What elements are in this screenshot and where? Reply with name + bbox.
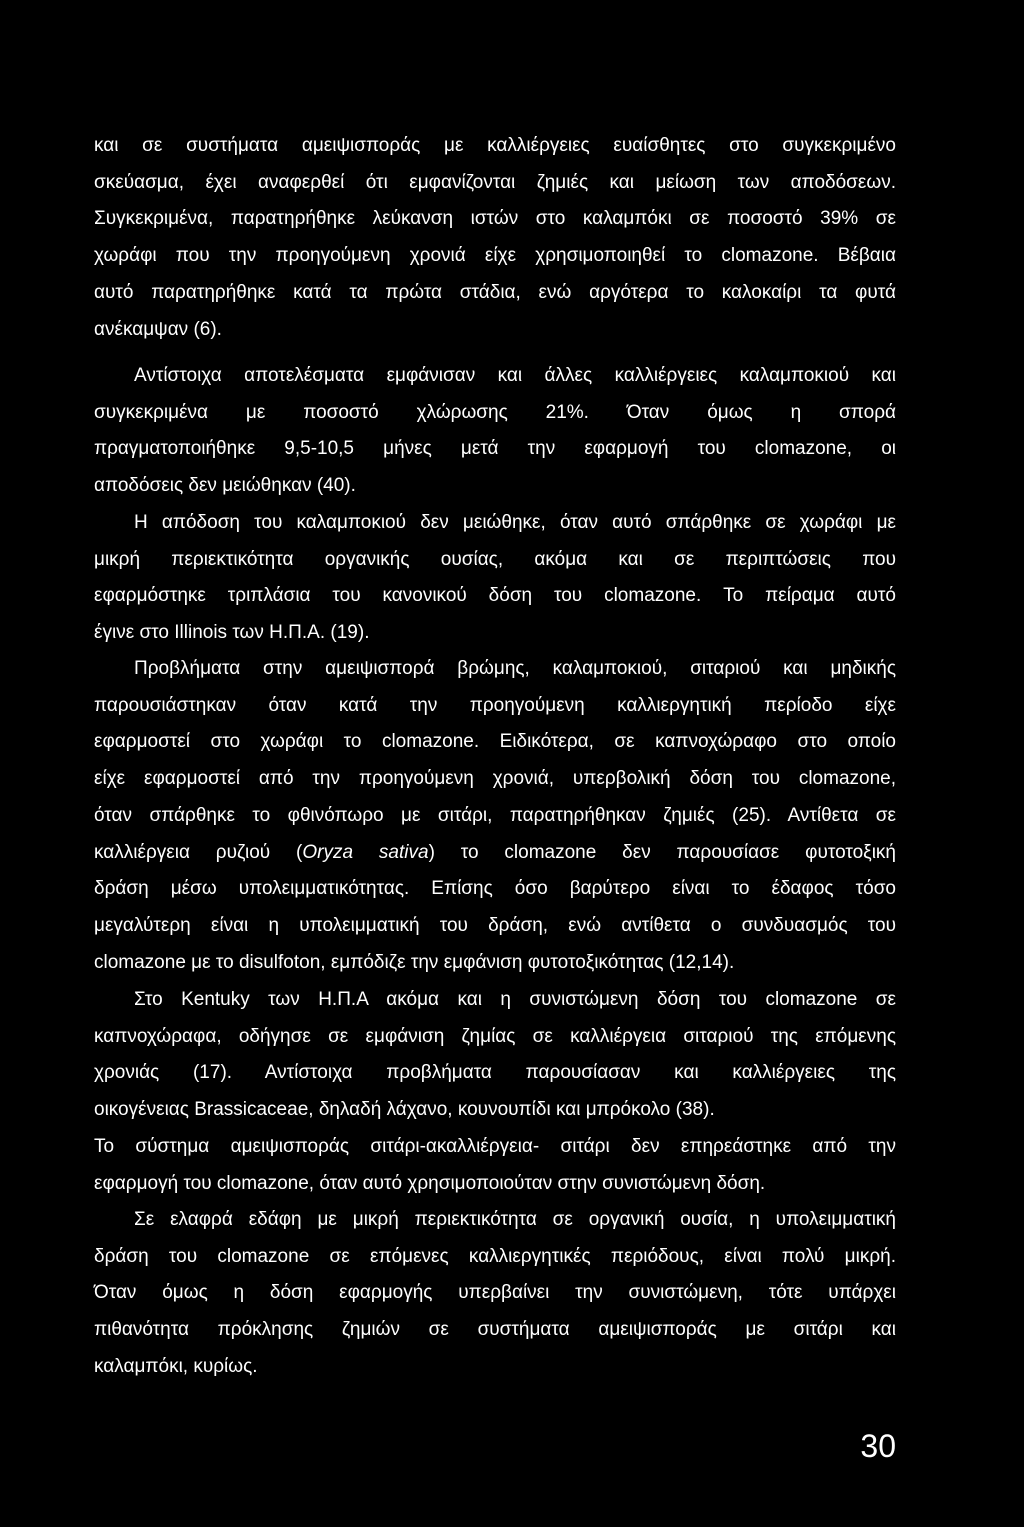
text-line: Η απόδοση του καλαμποκιού δεν μειώθηκε, όταν αυτό σπάρθηκε σε χωράφι με: [134, 512, 896, 533]
text-line: μικρή περιεκτικότητα οργανικής ουσίας, ακόμα και σε περιπτώσεις που: [94, 548, 896, 570]
text-line: δράση μέσω υπολειμματικότητας. Επίσης όσο βαρύτερο είναι το έδαφος τόσο: [94, 878, 896, 900]
text-line: Το σύστημα αμειψισποράς σιτάρι-ακαλλιέργεια- σιτάρι δεν επηρεάστηκε από την: [94, 1136, 896, 1157]
paragraph-1: [94, 128, 896, 348]
text-line: Αντίστοιχα αποτελέσματα εμφάνισαν και άλλες καλλιέργειες καλαμποκιού και: [134, 365, 896, 386]
paragraph-3: [94, 505, 896, 652]
text-line: συγκεκριμένα με ποσοστό χλώρωσης 21%. Όταν όμως η σπορά: [94, 401, 896, 423]
text-line: καλαμπόκι, κυρίως.: [94, 1355, 258, 1377]
paragraph-7: [94, 1202, 896, 1386]
text-line: εφαρμόστηκε τριπλάσια του κανονικού δόση του clomazone. Το πείραμα αυτό: [94, 585, 896, 607]
text-line: εφαρμοστεί στο χωράφι το clomazone. Ειδικότερα, σε καπνοχώραφο στο οποίο: [94, 731, 896, 753]
text-line: και σε συστήματα αμειψισποράς με καλλιέργειες ευαίσθητες στο συγκεκριμένο: [94, 135, 896, 156]
text-line: ανέκαμψαν (6).: [94, 318, 222, 340]
text-line: έγινε στο Illinois των Η.Π.Α. (19).: [94, 622, 370, 644]
text-line: οικογένειας Brassicaceae, δηλαδή λάχανο, κουνουπίδι και μπρόκολο (38).: [94, 1099, 715, 1121]
paragraph-6: [94, 1129, 896, 1202]
paragraph-5: [94, 982, 896, 1129]
text-line: είχε εφαρμοστεί από την προηγούμενη χρονιά, υπερβολική δόση του clomazone,: [94, 768, 896, 790]
text-line: πιθανότητα πρόκλησης ζημιών σε συστήματα αμειψισποράς με σιτάρι και: [94, 1319, 896, 1341]
text-line: Όταν όμως η δόση εφαρμογής υπερβαίνει την συνιστώμενη, τότε υπάρχει: [94, 1282, 896, 1304]
text-line: clomazone με το disulfoton, εμπόδιζε την εμφάνιση φυτοτοξικότητας (12,14).: [94, 951, 735, 973]
text-line: Προβλήματα στην αμειψισπορά βρώμης, καλαμποκιού, σιταριού και μηδικής: [134, 658, 896, 679]
text-line: όταν σπάρθηκε το φθινόπωρο με σιτάρι, παρατηρήθηκαν ζημιές (25). Αντίθετα σε: [94, 804, 896, 826]
text-line: εφαρμογή του clomazone, όταν αυτό χρησιμοποιούταν στην συνιστώμενη δόση.: [94, 1172, 766, 1194]
text-line-rice: [94, 835, 896, 872]
text-line: χρονιάς (17). Αντίστοιχα προβλήματα παρουσίασαν και καλλιέργειες της: [94, 1062, 896, 1084]
text-line: παρουσιάστηκαν όταν κατά την προηγούμενη καλλιεργητική περίοδο είχε: [94, 694, 896, 716]
text-line: Συγκεκριμένα, παρατηρήθηκε λεύκανση ιστών στο καλαμπόκι σε ποσοστό 39% σε: [94, 208, 896, 230]
text-line: δράση του clomazone σε επόμενες καλλιεργητικές περιόδους, είναι πολύ μικρή.: [94, 1245, 896, 1267]
paragraph-2: [94, 358, 896, 505]
text-line: μεγαλύτερη είναι η υπολειμματική του δράση, ενώ αντίθετα ο συνδυασμός του: [94, 914, 896, 936]
text-line: Σε ελαφρά εδάφη με μικρή περιεκτικότητα σε οργανική ουσία, η υπολειμματική: [134, 1209, 896, 1230]
text-line: αποδόσεις δεν μειώθηκαν (40).: [94, 475, 356, 497]
text-line: Στο Kentuky των Η.Π.Α ακόμα και η συνιστώμενη δόση του clomazone σε: [134, 989, 896, 1010]
text-line: χωράφι που την προηγούμενη χρονιά είχε χρησιμοποιηθεί το clomazone. Βέβαια: [94, 245, 896, 267]
text-line: πραγματοποιήθηκε 9,5-10,5 μήνες μετά την εφαρμογή του clomazone, οι: [94, 438, 896, 460]
text-line: σκεύασμα, έχει αναφερθεί ότι εμφανίζονται ζημιές και μείωση των αποδόσεων.: [94, 171, 896, 193]
paragraph-4: [94, 651, 896, 981]
text-line: καπνοχώραφα, οδήγησε σε εμφάνιση ζημίας σε καλλιέργεια σιταριού της επόμενης: [94, 1025, 896, 1047]
scientific-name: Oryza sativa: [302, 841, 429, 863]
text-line: αυτό παρατηρήθηκε κατά τα πρώτα στάδια, ενώ αργότερα το καλοκαίρι τα φυτά: [94, 281, 896, 303]
text-segment: ) το clomazone δεν παρουσίασε φυτοτοξική: [428, 841, 896, 863]
page-number: 30: [860, 1428, 896, 1464]
text-segment: καλλιέργεια ρυζιού (: [94, 841, 303, 863]
